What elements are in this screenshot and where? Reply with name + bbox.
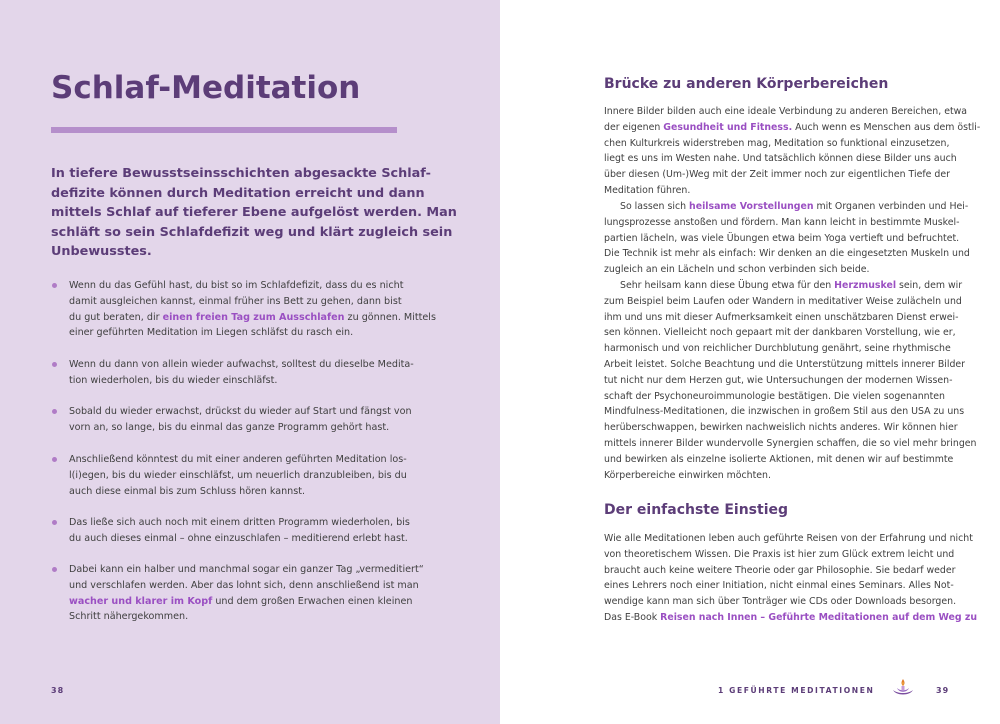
text-line: Körperbereiche einwirken möchten. [604,469,771,481]
text-line: Meditation führen. [604,184,691,196]
lead-line: mittels Schlaf auf tieferer Ebene aufgelöst werden. Man [51,205,457,221]
bullet-line: du auch dieses einmal – ohne einzuschlafen – meditierend erlebt hast. [69,532,408,544]
bullet-dot-icon [52,520,57,525]
text-line [604,120,981,136]
bullet-line: Sobald du wieder erwachst, drückst du wieder auf Start und fängst von [69,406,412,417]
highlight-text: einen freien Tag zum Ausschlafen [162,311,345,323]
running-head: 1 GEFÜHRTE MEDITATIONEN [718,686,875,695]
paragraph [604,278,977,483]
text-run: du gut beraten, dir [69,311,163,323]
text-run: Sehr heilsam kann diese Übung etwa für den [620,280,835,291]
right-page [500,0,1000,724]
highlight-text: Gesundheit und Fitness. [663,121,793,133]
bullet-dot-icon [52,409,57,414]
text-line: partien lächeln, was viele Übungen etwa beim Yoga vertieft und befruchtet. [604,232,960,244]
text-line: braucht auch keine weitere Theorie oder gar Philosophie. Sie bedarf weder [604,564,956,576]
paragraph [604,531,978,626]
text-run: der eigenen [604,121,664,133]
text-run: zu gönnen. Mittels [344,311,436,323]
bullet-line: einer geführten Meditation im Liegen schläfst du rasch ein. [69,327,354,339]
highlight-text: Herzmuskel [834,280,897,291]
bullet-text [69,452,409,499]
bullet-line: auch diese einmal bis zum Schluss hören kannst. [69,485,306,497]
text-line: tut nicht nur dem Herzen gut, wie Untersuchungen der modernen Wissen- [604,374,953,386]
text-line: Mindfulness-Meditationen, die inzwischen in großem Stil aus den USA zu uns [604,406,965,418]
text-line: harmonisch und von reichlicher Durchblutung genährt, seine rhythmische [604,343,951,355]
bullet-line: und verschlafen werden. Aber das lohnt sich, denn anschließend ist man [69,579,419,591]
bullet-dot-icon [52,362,57,367]
text-run: Das E-Book [604,611,661,623]
lead-paragraph [51,164,457,262]
bullet-text [69,278,436,341]
page-number-left: 38 [51,686,65,695]
text-line: herüberschwappen, bewirken nachweislich nichts anderes. Wir können hier [604,422,958,434]
section-heading: Brücke zu anderen Körperbereichen [604,76,889,92]
bullet-line: Wenn du das Gefühl hast, du bist so im Schlafdefizit, dass du es nicht [69,280,404,291]
text-line: zum Beispiel beim Laufen oder Wandern in meditativer Weise zulächeln und [604,295,962,307]
text-line: über diesen (Um-)Weg mit der Zeit immer noch zur eigentlichen Tiefe der [604,169,950,181]
text-line: sen können. Vielleicht noch gepaart mit der dankbaren Vorstellung, wie er, [604,327,956,339]
section-heading: Der einfachste Einstieg [604,502,789,518]
lead-line: schläft so sein Schlafdefizit weg und klärt zugleich sein [51,224,453,240]
text-line: Wie alle Meditationen leben auch geführte Reisen von der Erfahrung und nicht [604,533,973,544]
text-line [604,278,963,294]
lead-line: In tiefere Bewusstseinsschichten abgesackte Schlaf- [51,166,431,181]
bullet-text [69,357,414,389]
bullet-line [69,310,436,326]
highlight-text: heilsame Vorstellungen [689,201,814,212]
bullet-dot-icon [52,567,57,572]
highlight-text: Reisen nach Innen – Geführte Meditationen auf dem Weg zu [660,611,978,623]
paragraph [604,104,981,199]
text-line: Arbeit leistet. Solche Beachtung und die Unterstützung mittels innerer Bilder [604,358,966,370]
bullet-dot-icon [52,457,57,462]
highlight-text: wacher und klarer im Kopf [69,595,213,607]
text-line: lungsprozesse anstoßen und fördern. Man kann leicht in bestimmte Muskel- [604,216,960,228]
lead-line: defizite können durch Meditation erreicht und dann [51,185,425,201]
text-line [604,610,978,626]
page-number-right: 39 [936,686,950,695]
bullet-line: Das ließe sich auch noch mit einem dritten Programm wiederholen, bis [69,517,410,528]
bullet-line: Dabei kann ein halber und manchmal sogar ein ganzer Tag „vermeditiert“ [69,564,424,575]
bullet-line: Schritt nähergekommen. [69,611,189,623]
bullet-line: tion wiederholen, bis du wieder einschläfst. [69,374,278,386]
text-line: ihm und uns mit dieser Aufmerksamkeit einen unschätzbaren Dienst erwei- [604,311,959,323]
bullet-line: vorn an, so lange, bis du einmal das ganze Programm gehört hast. [69,421,390,433]
text-line: mittels innerer Bilder wundervolle Synergien schaffen, die so viel mehr bringen [604,437,977,449]
bullet-dot-icon [52,283,57,288]
bullet-text [69,404,412,436]
text-line: eines Lehrers noch einer Initiation, nicht einmal eines Seminars. Alles Not- [604,580,954,592]
text-line [604,199,969,215]
text-run: Auch wenn es Menschen aus dem östli- [792,121,981,133]
paragraph [604,199,970,278]
text-line: liegt es uns im Westen nahe. Und tatsächlich können diese Bilder uns auch [604,153,957,165]
lead-line: Unbewusstes. [51,244,152,260]
text-run: sein, dem wir [896,280,963,291]
text-line: Innere Bilder bilden auch eine ideale Verbindung zu anderen Bereichen, etwa [604,106,968,117]
page-title: Schlaf-Meditation [51,70,361,106]
text-line: Die Technik ist mehr als einfach: Wir denken an die eingesetzten Muskeln und [604,248,970,260]
title-underline [51,127,397,133]
text-run: und dem großen Erwachen einen kleinen [212,595,413,607]
bullet-line: Wenn du dann von allein wieder aufwachst, solltest du dieselbe Medita- [69,359,414,370]
text-run: mit Organen verbinden und Hei- [813,201,969,212]
text-line: chen Kulturkreis widerstreben mag, Meditation so funktional einzusetzen, [604,137,950,149]
bullet-line: damit ausgleichen kannst, einmal früher ins Bett zu gehen, dann bist [69,295,402,307]
text-run: So lassen sich [620,201,690,212]
bullet-text [69,562,424,625]
text-line: wendige kann man sich über Tonträger wie CDs oder Downloads besorgen. [604,596,957,608]
lotus-candle-icon [890,678,916,698]
bullet-line [69,594,413,610]
bullet-line: Anschließend könntest du mit einer anderen geführten Meditation los- [69,454,407,465]
bullet-line: l(i)egen, bis du wieder einschläfst, um neuerlich dranzubleiben, bis du [69,469,407,481]
text-line: zugleich an ein Lächeln und schon verbinden sich beide. [604,264,870,276]
text-line: schaft der Psychoneuroimmunologie bestätigen. Die vielen sogenannten [604,390,945,402]
text-line: und bewirken als einzelne isolierte Aktionen, mit denen wir auf bestimmte [604,453,954,465]
text-line: von theoretischem Wissen. Die Praxis ist hier zum Glück extrem leicht und [604,548,955,560]
bullet-text [69,515,409,547]
